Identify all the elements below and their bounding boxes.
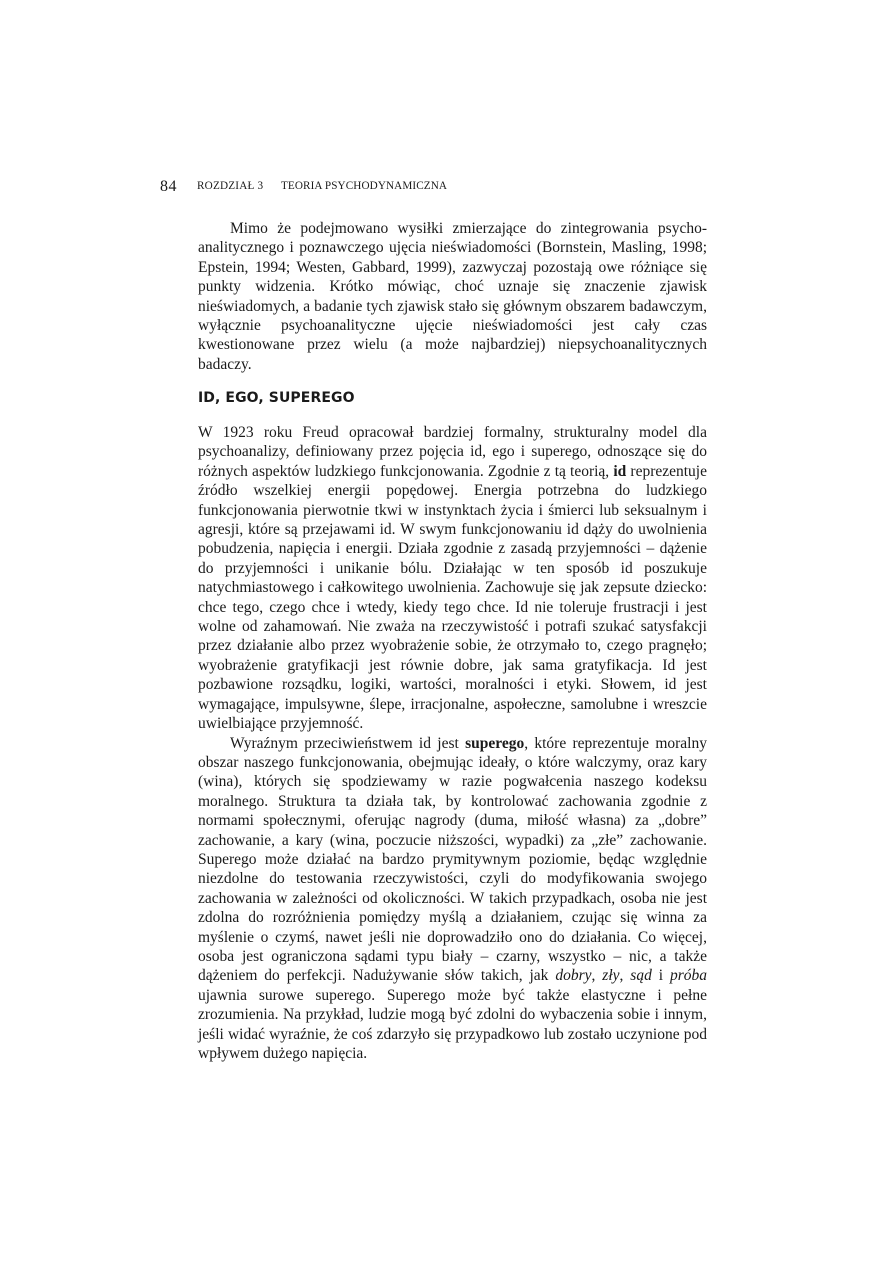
- term-superego: superego: [465, 734, 525, 752]
- paragraph-superego-text-1: Wyraźnym przeciwieństwem id jest: [230, 734, 466, 752]
- italic-word-zly: zły: [602, 967, 620, 985]
- paragraph-superego: [198, 734, 707, 1064]
- chapter-title: TEORIA PSYCHODYNAMICZNA: [281, 180, 448, 192]
- page-number: 84: [160, 178, 177, 195]
- paragraph-superego-text-2: , które reprezentuje moralny obszar naszego funkcjonowania, obejmując ideały, o które walczymy, oraz kary (wina), których się spodziewamy w razie pogwałcenia naszego kodeksu moralnego. Struktura ta działa tak, by kontrolować zachowania zgodnie z normami społecznymi, oferując nagrody (duma, miłość własna) za „dobre” zachowanie, a kary (wina, poczucie niższości, wypadki) za „złe” zachowanie. Superego może działać na bardzo prymitywnym poziomie, będąc względnie niezdolne do testowania rzeczywistości, czyli do modyfikowania swojego zachowania w zależności od okoliczności. W takich przypadkach, osoba nie jest zdolna do rozróżnienia pomiędzy myślą a działaniem, czując się winna za myślenie o czymś, nawet jeśli nie doprowadziło ono do działania. Co więcej, osoba jest ograniczona sądami typu biały – czarny, wszystko – nic, a także dążeniem do perfekcji. Nadużywanie słów takich, jak: [198, 734, 707, 985]
- paragraph-id-text-1: W 1923 roku Freud opracował bardziej formalny, strukturalny model dla psychoanalizy, definiowany przez pojęcia id, ego i superego, odnoszące się do różnych aspektów ludzkiego funkcjonowania. Zgodnie z tą teorią,: [198, 424, 707, 480]
- separator-1: ,: [591, 967, 603, 985]
- section-heading: ID, EGO, SUPEREGO: [198, 390, 355, 406]
- italic-word-dobry: dobry: [555, 967, 592, 985]
- paragraph-id: [198, 423, 707, 734]
- running-head: [160, 178, 720, 198]
- paragraph-superego-text-3: ujawnia surowe superego. Superego może być także elastyczne i pełne zrozumienia. Na przykład, ludzie mogą być zdolni do wybaczenia sobie i innym, jeśli widać wyraźnie, że coś zdarzyło się przypadkowo lub zostało uczynione pod wpływem dużego napięcia.: [198, 986, 707, 1062]
- section-body: [198, 423, 707, 1063]
- italic-word-sad: sąd: [630, 967, 652, 985]
- paragraph-id-text-2: reprezentuje źródło wszelkiej energii popędowej. Energia potrzebna do ludzkiego funkcjonowania pierwotnie tkwi w instynktach życia i śmierci lub seksualnym i agresji, które są przejawami id. W swym funkcjonowaniu id dąży do uwolnienia pobudzenia, napięcia i energii. Działa zgodnie z zasadą przyjemności – dążenie do przyjemności i unikanie bólu. Działając w ten sposób id poszukuje natychmiastowego i całkowitego uwolnienia. Zachowuje się jak zepsute dziecko: chce tego, czego chce i wtedy, kiedy tego chce. Id nie toleruje frustracji i jest wolne od zahamowań. Nie zważa na rzeczywistość i potrafi szukać satysfakcji przez działanie albo przez wyobrażenie sobie, że otrzymało to, czego pragnęło; wyobrażenie gratyfikacji jest równie dobre, jak sama gratyfikacja. Id jest pozbawione rozsądku, logiki, wartości, moralności i etyki. Słowem, id jest wymagające, impulsywne, ślepe, irracjonalne, aspołeczne, samolubne i wreszcie uwielbiające przyjemność.: [198, 462, 707, 733]
- italic-word-proba: próba: [669, 967, 708, 985]
- term-id: id: [613, 462, 627, 480]
- intro-paragraph: Mimo że podejmowano wysiłki zmierzające do zintegrowania psychoanalitycznego i poznawczego ujęcia nieświadomości (Bornstein, Masling, 1998; Epstein, 1994; Westen, Gabbard, 1999), zazwyczaj pozostają owe różniące się punkty widzenia. Krótko mówiąc, choć uznaje się znaczenie zjawisk nieświadomych, a badanie tych zjawisk stało się głównym obszarem badawczym, wyłącznie psychoanalityczne ujęcie nieświadomości jest cały czas kwestionowane przez wielu (a może najbardziej) niepsychoanalitycznych badaczy.: [198, 220, 707, 373]
- intro-text-block: [198, 219, 707, 374]
- chapter-label: ROZDZIAŁ 3: [197, 180, 264, 192]
- separator-2: ,: [619, 967, 631, 985]
- separator-3: i: [651, 967, 670, 985]
